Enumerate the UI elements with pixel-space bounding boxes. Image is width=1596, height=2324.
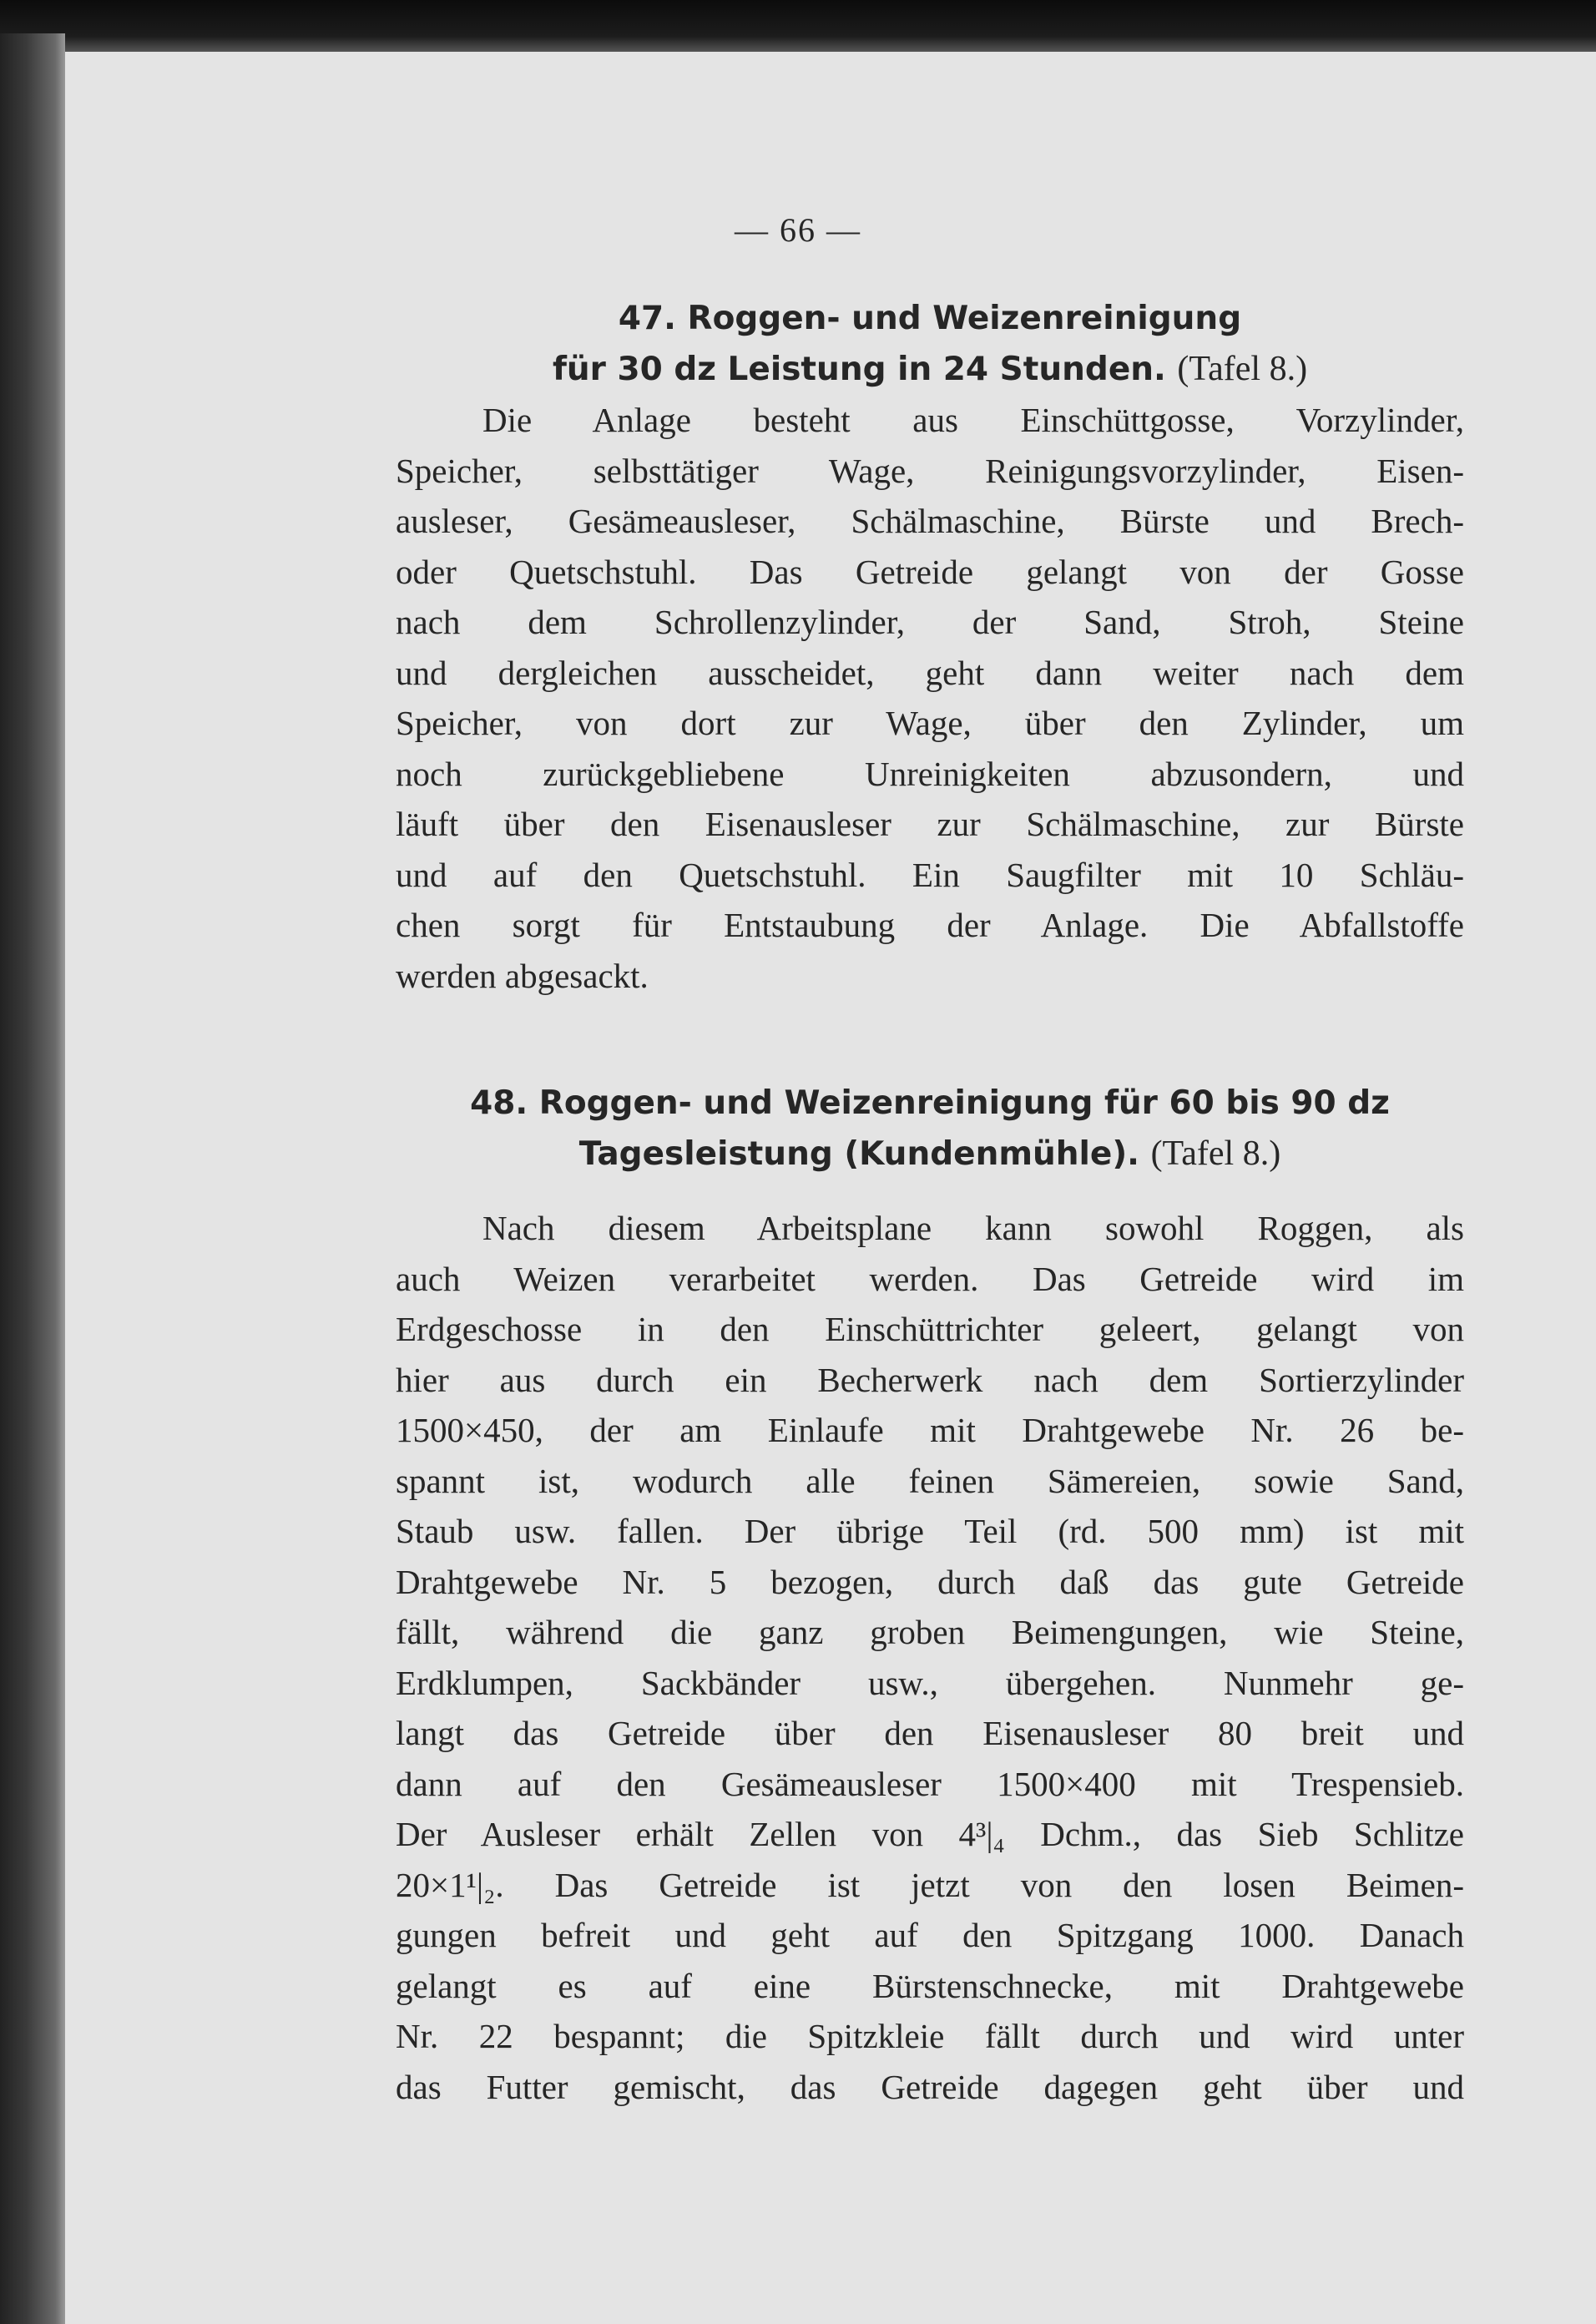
text-line: Staub usw. fallen. Der übrige Teil (rd. 500 mm) ist mit [396,1512,1464,1550]
text-line: noch zurückgebliebene Unreinigkeiten abzusondern, und [396,754,1464,793]
section-47 [396,294,1464,1001]
text-line: Drahtgewebe Nr. 5 bezogen, durch daß das gute Getreide [396,1562,1464,1601]
text-line: und dergleichen ausscheidet, geht dann weiter nach dem [396,653,1464,692]
text-line: auch Weizen verarbeitet werden. Das Getreide wird im [396,1259,1464,1298]
section-48-heading-line2 [396,1129,1464,1180]
text-line: ausleser, Gesämeausleser, Schälmaschine, Bürste und Brech- [396,502,1464,540]
book-binding-edge [0,33,65,2324]
scan-top-edge [0,0,1596,52]
text-line: hier aus durch ein Becherwerk nach dem Sortierzylinder [396,1360,1464,1399]
tafel-reference: (Tafel 8.) [1177,350,1308,388]
text-line: Nach diesem Arbeitsplane kann sowohl Roggen, als [482,1209,1464,1247]
text-line: Erdgeschosse in den Einschüttrichter geleert, gelangt von [396,1310,1464,1348]
section-47-heading-line2 [396,344,1464,395]
text-line: läuft über den Eisenausleser zur Schälmaschine, zur Bürste [396,805,1464,843]
text-line: dann auf den Gesämeausleser 1500×400 mit Trespensieb. [396,1764,1464,1803]
text-line: und auf den Quetschstuhl. Ein Saugfilter mit 10 Schläu- [396,855,1464,894]
text-line: gungen befreit und geht auf den Spitzgang 1000. Danach [396,1916,1464,1954]
text-line: 1500×450, der am Einlaufe mit Drahtgewebe Nr. 26 be- [396,1411,1464,1449]
text-line: das Futter gemischt, das Getreide dagegen geht über und [396,2067,1464,2106]
section-48 [396,1079,1464,2112]
text-line: nach dem Schrollenzylinder, der Sand, Stroh, Steine [396,603,1464,641]
section-47-heading-line1: 47. Roggen- und Weizenreinigung [618,300,1242,337]
page-number: — 66 — [735,211,861,249]
text-line: Der Ausleser erhält Zellen von 4³|₄ Dchm., das Sieb Schlitze [396,1815,1464,1853]
text-line: werden abgesackt. [396,956,649,995]
text-line: gelangt es auf eine Bürstenschnecke, mit Drahtgewebe [396,1966,1464,2005]
heading-text: Tagesleistung (Kundenmühle). [578,1135,1139,1173]
text-line: Nr. 22 bespannt; die Spitzkleie fällt durch und wird unter [396,2017,1464,2055]
text-line: Speicher, selbsttätiger Wage, Reinigungsvorzylinder, Eisen- [396,451,1464,490]
text-line: Speicher, von dort zur Wage, über den Zylinder, um [396,704,1464,742]
section-47-paragraph [396,395,1464,1001]
text-line: 20×1¹|₂. Das Getreide ist jetzt von den losen Beimen- [396,1865,1464,1904]
tafel-reference: (Tafel 8.) [1150,1134,1281,1173]
text-line: chen sorgt für Entstaubung der Anlage. Die Abfallstoffe [396,906,1464,944]
text-line: spannt ist, wodurch alle feinen Sämereien, sowie Sand, [396,1461,1464,1500]
text-line: Erdklumpen, Sackbänder usw., übergehen. Nunmehr ge- [396,1663,1464,1702]
text-line: oder Quetschstuhl. Das Getreide gelangt von der Gosse [396,552,1464,591]
section-48-heading-line1: 48. Roggen- und Weizenreinigung für 60 bis 90 dz [470,1084,1390,1122]
heading-text: für 30 dz Leistung in 24 Stunden. [552,351,1166,388]
text-line: Die Anlage besteht aus Einschüttgosse, Vorzylinder, [482,401,1464,439]
section-48-paragraph [396,1203,1464,2112]
text-line: langt das Getreide über den Eisenausleser 80 breit und [396,1714,1464,1752]
text-line: fällt, während die ganz groben Beimengungen, wie Steine, [396,1613,1464,1651]
